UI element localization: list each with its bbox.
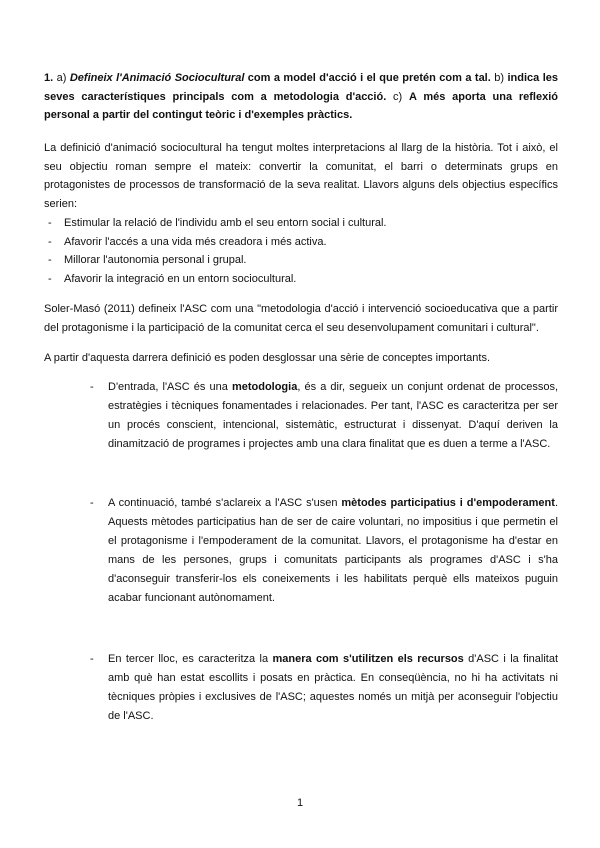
list-item: - Afavorir l'accés a una vida més creadora i més activa. (44, 233, 558, 252)
list-dash: - (48, 272, 52, 285)
concept-block: - En tercer lloc, es caracteritza la manera com s'utilitzen els recursos d'ASC i la finalitat amb què han estat escollits i posats en pràctica. En conseqüència, no hi ha activitats ni tècniques pròpies i exclusives de l'ASC; aquestes només un mitjà per aconseguir l'objectiu de l'ASC. (90, 650, 558, 726)
list-item: - Millorar l'autonomia personal i grupal. (44, 251, 558, 270)
list-dash: - (48, 217, 52, 229)
list-dash: - (90, 653, 94, 665)
part-a-text: com a model d'acció i el que pretén com a tal. (244, 72, 495, 84)
list-dash: - (48, 235, 52, 248)
page-number: 1 (296, 797, 304, 809)
part-a-marker: a) (53, 72, 70, 84)
list-dash: - (90, 381, 94, 393)
definition-paragraph: Soler-Masó (2011) defineix l'ASC com una "metodologia d'acció i intervenció socioeducativa que a partir del protagonisme i la participació de la comunitat cerca el seu desenvolupament comunitari i cultural". (44, 303, 558, 334)
concept-keyword: metodologia (231, 381, 298, 393)
question-heading (44, 69, 558, 125)
concept-block: - D'entrada, l'ASC és una metodologia, és a dir, segueix un conjunt ordenat de processos, estratègies i tècniques fonamentades i relacionades. Per tant, l'ASC es caracteritza per ser un procés conscient, intencional, sistemàtic, estructurat i dissenyat. D'aquí deriven la dinamització de programes i projectes amb una clara finalitat que es duen a terme a l'ASC. (90, 378, 558, 454)
transition-paragraph: A partir d'aquesta darrera definició es poden desglossar una sèrie de conceptes importants. (44, 352, 491, 364)
intro-paragraph: La definició d'animació sociocultural ha tengut moltes interpretacions al llarg de la història. Tot i això, el seu objectiu roman sempre el mateix: convertir la comunitat, el barri o determinats grups en protagonistes de processos de transformació de la seva realitat. Llavors alguns dels objectius específics serien: (44, 142, 558, 210)
list-item: - Afavorir la integració en un entorn sociocultural. (44, 270, 558, 289)
concept-keyword: manera com s'utilitzen els recursos (272, 653, 464, 665)
part-b-text: indica les seves característiques principals com a metodologia d'acció. (44, 72, 558, 103)
part-b-marker: b) (494, 72, 508, 84)
part-c-marker: c) (393, 90, 409, 103)
list-dash: - (90, 497, 94, 509)
question-number: 1. (44, 72, 54, 84)
concept-block: - A continuació, també s'aclareix a l'ASC s'usen mètodes participatius i d'empoderament. Aquests mètodes participatius han de ser de caire voluntari, no impositius i que permetin el el protagonisme i l'empoderament de la comunitat. Llavors, el protagonisme ha d'estar en mans de les persones, grups i comunitats participants als programes d'ASC i s'ha d'aconseguir transferir-los els coneixements i les habilitats perquè ells mateixos puguin acabar funcionant autònomament. (90, 494, 558, 607)
objectives-list (44, 214, 558, 288)
part-c-text: A més aporta una reflexió personal a partir del contingut teòric i d'exemples pràctics. (44, 90, 558, 121)
list-item: - Estimular la relació de l'individu amb el seu entorn social i cultural. (44, 214, 558, 233)
list-dash: - (48, 254, 52, 267)
part-a-title: Defineix l'Animació Sociocultural (69, 72, 245, 84)
concept-keyword: mètodes participatius i d'empoderament (341, 497, 555, 509)
